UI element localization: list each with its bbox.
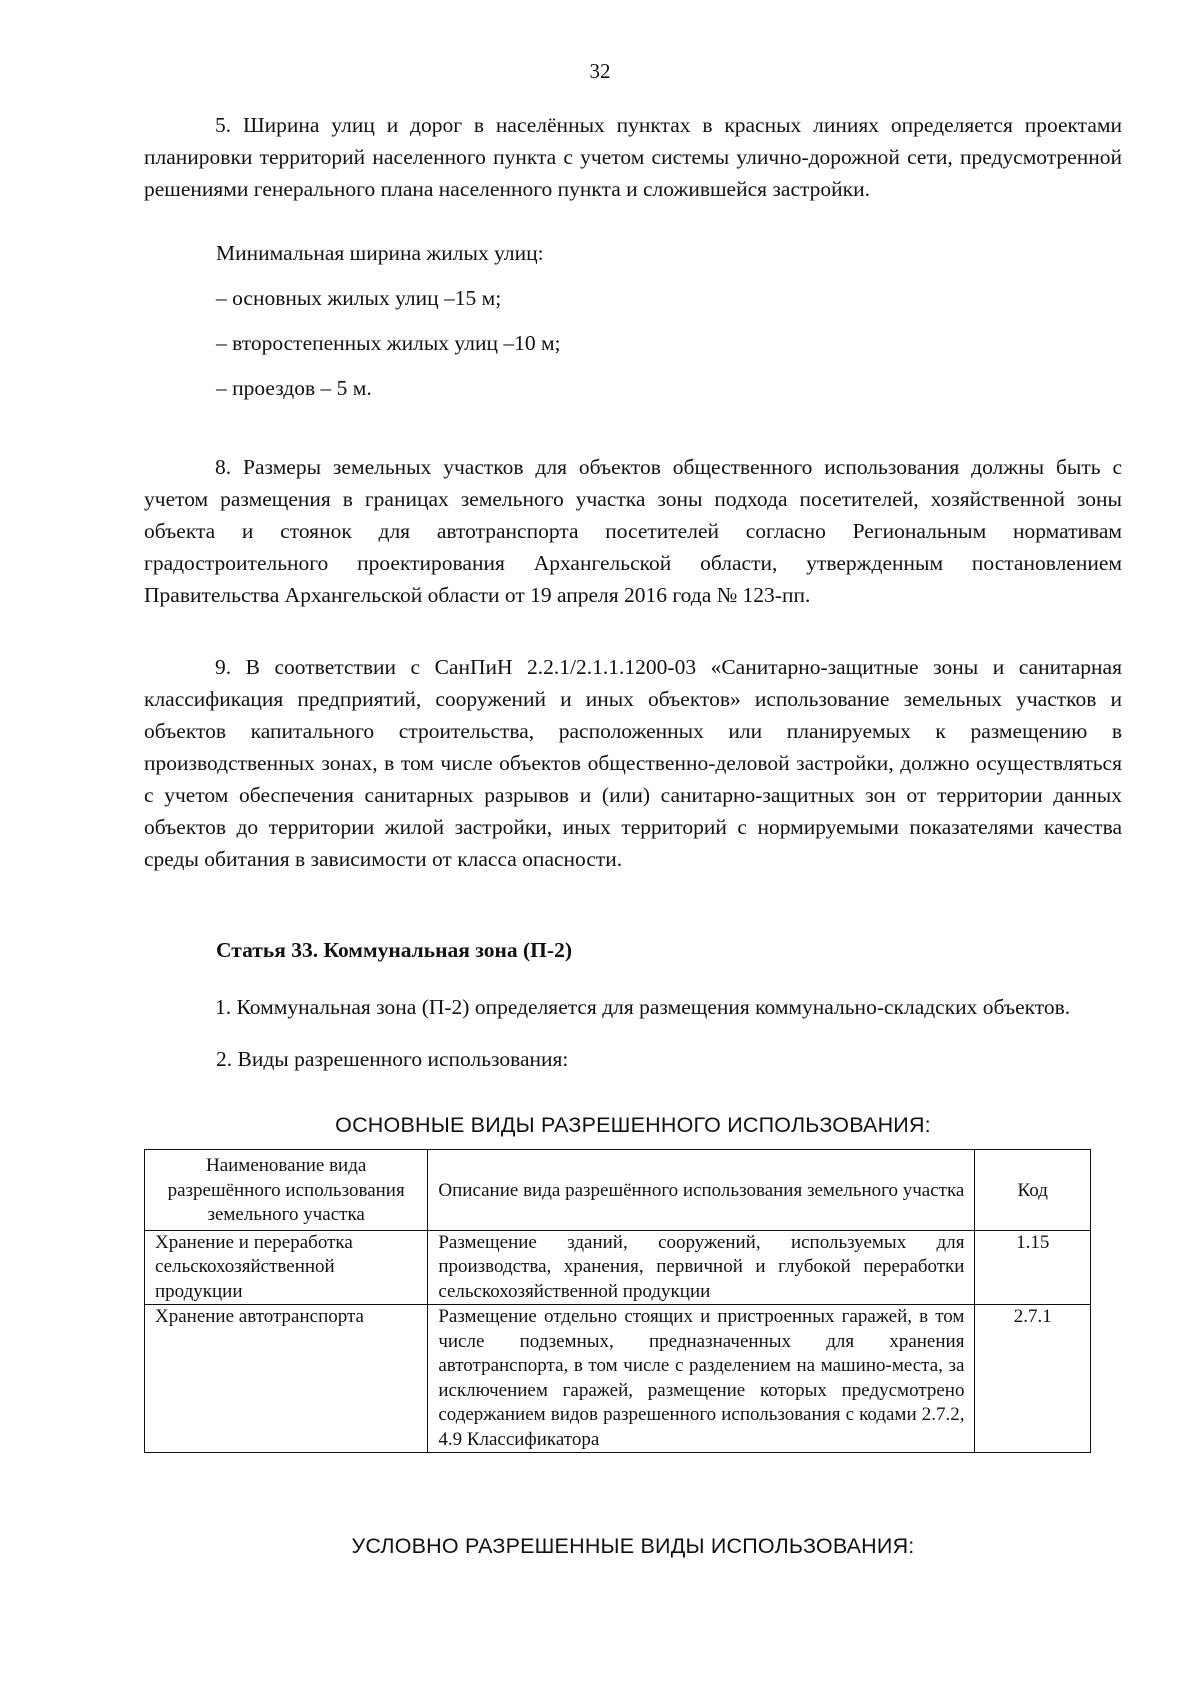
article-33-body xyxy=(144,991,1122,1075)
table-header-row xyxy=(145,1150,1091,1231)
cell-description: Размещение отдельно стоящих и пристроенных гаражей, в том числе подземных, предназначенных для хранения автотранспорта, в том числе с разделением на машино-места, за исключением гаражей, размещение которых предусмотрено содержанием видов разрешенного использования с кодами 2.7.2, 4.9 Классификатора xyxy=(428,1305,975,1453)
list-item: – второстепенных жилых улиц –10 м; xyxy=(216,331,561,355)
section-land-plots xyxy=(144,451,1122,611)
conditional-uses-caption: УСЛОВНО РАЗРЕШЕННЫЕ ВИДЫ ИСПОЛЬЗОВАНИЯ: xyxy=(351,1534,915,1558)
article-33 xyxy=(144,934,1122,966)
header-code: Код xyxy=(975,1150,1091,1231)
section-street-width xyxy=(144,109,1122,205)
main-uses-caption: ОСНОВНЫЕ ВИДЫ РАЗРЕШЕННОГО ИСПОЛЬЗОВАНИЯ: xyxy=(335,1113,931,1137)
cell-name: Хранение автотранспорта xyxy=(145,1305,428,1453)
min-width-list xyxy=(144,237,1122,404)
section-sanpin xyxy=(144,651,1122,875)
article-paragraph-1: 1. Коммунальная зона (П-2) определяется для размещения коммунально-складских объектов. xyxy=(215,995,1071,1019)
page-number: 32 xyxy=(589,59,611,83)
header-description: Описание вида разрешённого использования земельного участка xyxy=(428,1150,975,1231)
article-paragraph-2: 2. Виды разрешенного использования: xyxy=(216,1047,569,1071)
min-width-title: Минимальная ширина жилых улиц: xyxy=(216,241,544,265)
cell-name: Хранение и переработка сельскохозяйственной продукции xyxy=(145,1230,428,1305)
list-item: – основных жилых улиц –15 м; xyxy=(216,286,502,310)
cell-code: 1.15 xyxy=(975,1230,1091,1305)
paragraph-5: 5. Ширина улиц и дорог в населённых пунктах в красных линиях определяется проектами планировки территорий населенного пункта с учетом системы улично-дорожной сети, предусмотренной решениями генерального плана населенного пункта и сложившейся застройки. xyxy=(144,113,1122,201)
permitted-uses-table xyxy=(144,1149,1091,1453)
table-row xyxy=(145,1305,1091,1453)
header-name: Наименование вида разрешённого использования земельного участка xyxy=(145,1150,428,1231)
article-heading: Статья 33. Коммунальная зона (П-2) xyxy=(216,938,572,962)
cell-description: Размещение зданий, сооружений, используемых для производства, хранения, первичной и глубокой переработки сельскохозяйственной продукции xyxy=(428,1230,975,1305)
paragraph-8: 8. Размеры земельных участков для объектов общественного использования должны быть с учетом размещения в границах земельного участка зоны подхода посетителей, хозяйственной зоны объекта и стоянок для автотранспорта посетителей согласно Региональным нормативам градостроительного проектирования Архангельской области, утвержденным постановлением Правительства Архангельской области от 19 апреля 2016 года № 123-пп. xyxy=(144,455,1122,607)
table-row xyxy=(145,1230,1091,1305)
cell-code: 2.7.1 xyxy=(975,1305,1091,1453)
paragraph-9: 9. В соответствии с СанПиН 2.2.1/2.1.1.1200-03 «Санитарно-защитные зоны и санитарная классификация предприятий, сооружений и иных объектов» использование земельных участков и объектов капитального строительства, расположенных или планируемых к размещению в производственных зонах, в том числе объектов общественно-деловой застройки, должно осуществляться с учетом обеспечения санитарных разрывов и (или) санитарно-защитных зон от территории данных объектов до территории жилой застройки, иных территорий с нормируемыми показателями качества среды обитания в зависимости от класса опасности. xyxy=(144,655,1122,871)
list-item: – проездов – 5 м. xyxy=(216,376,372,400)
